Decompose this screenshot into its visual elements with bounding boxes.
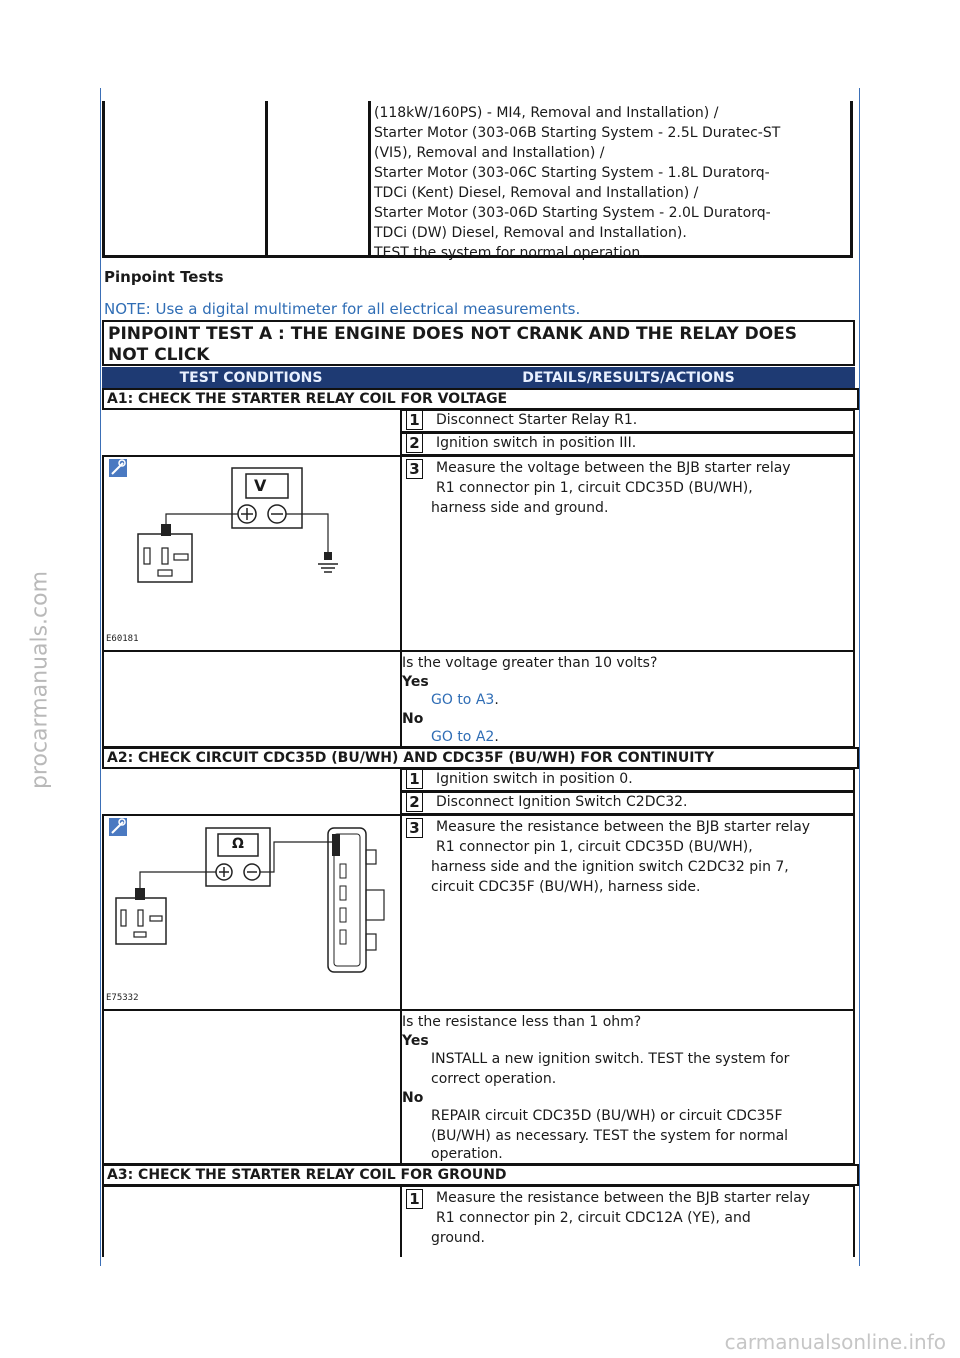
a2-step3-line: harness side and the ignition switch C2DC32 pin 7, [431, 859, 789, 875]
a1-step3-number: 3 [406, 459, 423, 479]
a3-step1-line: R1 connector pin 2, circuit CDC12A (YE), and [436, 1210, 751, 1226]
a2-yes-label: Yes [402, 1033, 429, 1049]
period: . [494, 729, 499, 745]
note-text: NOTE: Use a digital multimeter for all electrical measurements. [104, 300, 581, 318]
a2-header: A2: CHECK CIRCUIT CDC35D (BU/WH) AND CDC35F (BU/WH) FOR CONTINUITY [107, 750, 715, 766]
a2-no-line: operation. [431, 1146, 503, 1162]
right-page-rule [859, 88, 860, 1266]
top-line: Starter Motor (303-06B Starting System - 2.5L Duratec-ST [374, 125, 781, 141]
top-line: (VI5), Removal and Installation) / [374, 145, 605, 161]
a1-yes-row [431, 690, 499, 710]
col-test-conditions: TEST CONDITIONS [179, 370, 323, 386]
a2-step3-line: Measure the resistance between the BJB starter relay [436, 819, 811, 835]
a1-yes-link[interactable]: GO to A3 [431, 692, 495, 708]
a3-left-cell [102, 1185, 402, 1257]
a1-step1-text: Disconnect Starter Relay R1. [436, 412, 638, 428]
pinpoint-title-line1: PINPOINT TEST A : THE ENGINE DOES NOT CRANK AND THE RELAY DOES [108, 324, 798, 344]
col-details: DETAILS/RESULTS/ACTIONS [522, 370, 735, 386]
a1-step3-line: R1 connector pin 1, circuit CDC35D (BU/WH), [436, 480, 753, 496]
column-header-bar [102, 367, 855, 389]
figure-caption: E60181 [106, 634, 139, 644]
a2-header-bar [102, 747, 859, 769]
a2-yes-line: INSTALL a new ignition switch. TEST the system for [431, 1051, 790, 1067]
figure-caption: E75332 [106, 993, 139, 1003]
a1-question-left [102, 650, 402, 748]
a1-step2-text: Ignition switch in position III. [436, 435, 637, 451]
bottom-watermark: carmanualsonline.info [724, 1330, 946, 1354]
top-line: TDCi (Kent) Diesel, Removal and Installation) / [374, 185, 699, 201]
a3-step1-line: ground. [431, 1230, 485, 1246]
a1-yes-label: Yes [402, 674, 429, 690]
top-table-cell-1 [102, 101, 268, 258]
a2-step1-text: Ignition switch in position 0. [436, 771, 633, 787]
a1-no-label: No [402, 711, 424, 727]
side-watermark: procarmanuals.com [27, 570, 53, 790]
a2-step3-line: circuit CDC35F (BU/WH), harness side. [431, 879, 701, 895]
a2-question: Is the resistance less than 1 ohm? [402, 1014, 642, 1030]
period: . [494, 692, 499, 708]
a2-step1-number: 1 [406, 769, 423, 789]
a1-step1-number: 1 [406, 410, 423, 430]
pinpoint-title-line2: NOT CLICK [108, 345, 210, 365]
top-line: Starter Motor (303-06C Starting System - 1.8L Duratorq- [374, 165, 770, 181]
pinpoint-title-box [102, 320, 855, 366]
a2-yes-line: correct operation. [431, 1071, 557, 1087]
a1-no-row [431, 727, 499, 747]
meter-label: V [254, 476, 267, 495]
section-title: Pinpoint Tests [104, 268, 224, 286]
a1-header-bar [102, 388, 859, 410]
a1-step3-line: Measure the voltage between the BJB starter relay [436, 460, 791, 476]
top-line: Starter Motor (303-06D Starting System - 2.0L Duratorq- [374, 205, 771, 221]
top-line: TEST the system for normal operation. [374, 245, 645, 261]
a2-step3-number: 3 [406, 818, 423, 838]
top-line: TDCi (DW) Diesel, Removal and Installation). [374, 225, 687, 241]
a1-no-link[interactable]: GO to A2 [431, 729, 495, 745]
a2-no-line: (BU/WH) as necessary. TEST the system for normal [431, 1128, 789, 1144]
a1-question: Is the voltage greater than 10 volts? [402, 655, 658, 671]
a2-question-left [102, 1009, 402, 1165]
a2-step2-number: 2 [406, 792, 423, 812]
meter-label: Ω [232, 836, 244, 852]
top-table-cell-2 [262, 101, 371, 258]
a3-step1-number: 1 [406, 1189, 423, 1209]
a3-header-bar [102, 1164, 859, 1186]
a1-header: A1: CHECK THE STARTER RELAY COIL FOR VOLTAGE [107, 391, 508, 407]
a1-step2-number: 2 [406, 433, 423, 453]
a1-step3-line: harness side and ground. [431, 500, 609, 516]
a2-step3-line: R1 connector pin 1, circuit CDC35D (BU/WH), [436, 839, 753, 855]
a3-step1-line: Measure the resistance between the BJB starter relay [436, 1190, 811, 1206]
a2-step2-text: Disconnect Ignition Switch C2DC32. [436, 794, 688, 810]
a2-no-label: No [402, 1090, 424, 1106]
resistance-diagram [112, 820, 392, 1000]
left-page-rule [100, 88, 101, 1266]
a3-header: A3: CHECK THE STARTER RELAY COIL FOR GROUND [107, 1167, 507, 1183]
top-line: (118kW/160PS) - MI4, Removal and Installation) / [374, 105, 719, 121]
voltage-diagram [120, 462, 360, 642]
a2-no-line: REPAIR circuit CDC35D (BU/WH) or circuit CDC35F [431, 1108, 783, 1124]
